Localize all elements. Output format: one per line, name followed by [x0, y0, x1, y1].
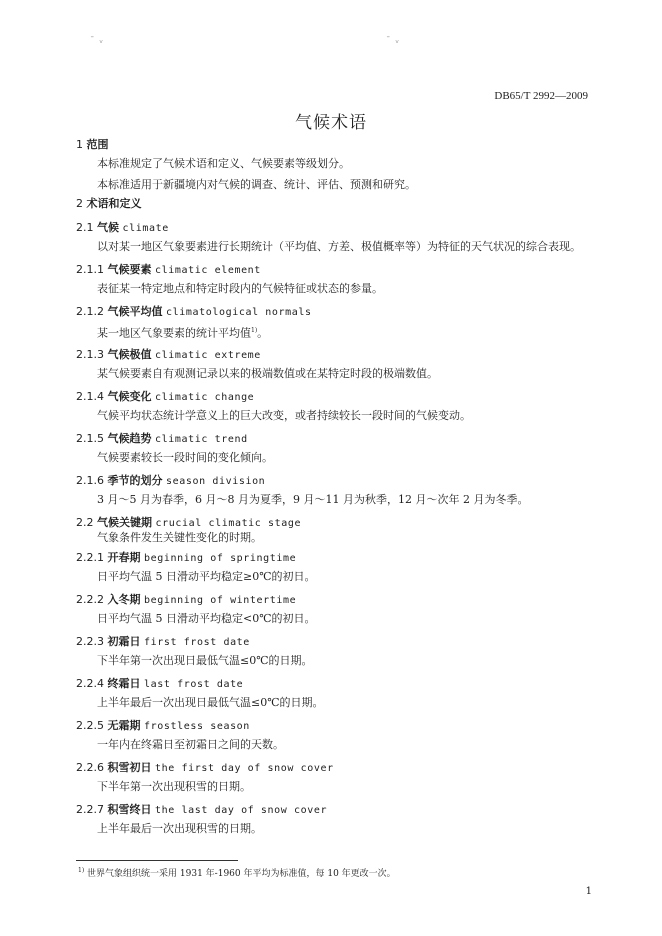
footnote-text: 世界气象组织统一采用 1931 年-1960 年平均为标准值，每 10 年更改一次。 [87, 869, 396, 879]
entry-definition [97, 178, 416, 192]
entry-term-chinese: 气候变化 [107, 390, 152, 403]
entry-term-english: beginning of wintertime [144, 595, 297, 606]
entry-number: 2.2.2 [76, 593, 104, 606]
entry-definition-text: 气象条件发生关键性变化的时期。 [97, 531, 262, 544]
entry-definition [97, 531, 262, 545]
entry-number: 1 [76, 138, 83, 151]
entry-definition-text: 上半年最后一次出现积雪的日期。 [97, 822, 262, 835]
entry-definition [97, 282, 383, 296]
entry-term-english: beginning of springtime [144, 553, 297, 564]
entry-number: 2 [76, 197, 83, 210]
entry-definition-text: 日平均气温 5 日滑动平均稳定≥0℃的初日。 [97, 570, 316, 583]
entry-heading [76, 390, 254, 405]
entry-term-english: climatic element [155, 265, 261, 276]
entry-definition-text: 3 月～5 月为春季，6 月～8 月为夏季，9 月～11 月为秋季，12 月～次年 2 月为冬季。 [97, 493, 529, 506]
entry-definition-text: 一年内在终霜日至初霜日之间的天数。 [97, 738, 284, 751]
entry-term-chinese: 术语和定义 [86, 197, 142, 210]
scan-mark-right: ˉ ᵥ [386, 36, 401, 46]
entry-term-chinese: 范围 [86, 138, 109, 151]
entry-definition-text: 本标准适用于新疆境内对气候的调查、统计、评估、预测和研究。 [97, 178, 416, 191]
entry-number: 2.1.2 [76, 305, 104, 318]
entry-heading [76, 803, 327, 818]
entry-number: 2.2.6 [76, 761, 104, 774]
entry-definition [97, 822, 262, 836]
scan-mark-left: ˉ ᵥ [90, 36, 105, 46]
footnote-divider [76, 860, 238, 861]
entry-definition-text: 下半年第一次出现积雪的日期。 [97, 780, 251, 793]
entry-term-english: climatic change [155, 392, 255, 403]
entry-heading [76, 761, 334, 776]
entry-definition [97, 240, 581, 254]
entry-term-english: climatic extreme [155, 350, 261, 361]
footnote [78, 866, 396, 879]
entry-term-chinese: 季节的划分 [107, 474, 163, 487]
entry-term-chinese: 积雪初日 [107, 761, 152, 774]
entry-term-chinese: 气候关键期 [97, 516, 152, 529]
entry-term-chinese: 气候极值 [107, 348, 152, 361]
footnote-marker: 1) [78, 867, 85, 874]
entry-term-chinese: 初霜日 [107, 635, 141, 648]
entry-number: 2.2.3 [76, 635, 104, 648]
entry-term-english: climate [122, 223, 169, 234]
entry-term-chinese: 入冬期 [107, 593, 141, 606]
entry-number: 2.1.6 [76, 474, 104, 487]
entry-definition [97, 654, 313, 668]
page-number: 1 [585, 886, 592, 897]
entry-term-english: climatological normals [166, 307, 312, 318]
entry-definition [97, 612, 316, 626]
entry-definition-tail: 。 [257, 326, 269, 340]
entry-term-english: the first day of snow cover [155, 763, 334, 774]
entry-definition-text: 气候平均状态统计学意义上的巨大改变，或者持续较长一段时间的气候变动。 [97, 409, 471, 422]
entry-heading [76, 221, 169, 236]
entry-heading [76, 474, 265, 489]
entry-term-english: climatic trend [155, 434, 248, 445]
entry-heading [76, 719, 250, 734]
entry-term-english: crucial climatic stage [155, 518, 302, 529]
entry-term-english: frostless season [144, 721, 250, 732]
footnote-reference: 1) [251, 327, 258, 334]
entry-heading [76, 263, 261, 278]
entry-definition-text: 上半年最后一次出现日最低气温≤0℃的日期。 [97, 696, 324, 709]
entry-definition [97, 696, 324, 710]
entry-heading [76, 138, 109, 152]
entry-term-chinese: 开春期 [107, 551, 141, 564]
entry-definition [97, 324, 268, 341]
entry-definition-text: 以对某一地区气象要素进行长期统计（平均值、方差、极值概率等）为特征的天气状况的综合表现。 [97, 240, 581, 253]
entry-number: 2.1.4 [76, 390, 104, 403]
entry-definition [97, 570, 316, 584]
entry-term-chinese: 终霜日 [107, 677, 141, 690]
entry-heading [76, 635, 250, 650]
entry-heading [76, 516, 301, 531]
entry-term-chinese: 无霜期 [107, 719, 141, 732]
entry-term-english: first frost date [144, 637, 250, 648]
entry-number: 2.2.5 [76, 719, 104, 732]
entry-number: 2.2.1 [76, 551, 104, 564]
entry-definition-text: 日平均气温 5 日滑动平均稳定<0℃的初日。 [97, 612, 316, 625]
entry-term-english: last frost date [144, 679, 244, 690]
entry-number: 2.1.5 [76, 432, 104, 445]
entry-definition-text: 气候要素较长一段时间的变化倾向。 [97, 451, 273, 464]
entry-term-chinese: 气候趋势 [107, 432, 152, 445]
entry-number: 2.1.1 [76, 263, 104, 276]
entry-definition-text: 下半年第一次出现日最低气温≤0℃的日期。 [97, 654, 313, 667]
entry-number: 2.2 [76, 516, 94, 529]
entry-definition-text: 某一地区气象要素的统计平均值 [97, 326, 251, 340]
entry-heading [76, 677, 243, 692]
document-number: DB65/T 2992—2009 [494, 90, 588, 102]
entry-number: 2.1.3 [76, 348, 104, 361]
entry-definition-text: 某气候要素自有观测记录以来的极端数值或在某特定时段的极端数值。 [97, 367, 438, 380]
entry-definition [97, 367, 438, 381]
entry-heading [76, 593, 296, 608]
entry-definition [97, 451, 273, 465]
entry-term-chinese: 积雪终日 [107, 803, 152, 816]
entry-definition-text: 表征某一特定地点和特定时段内的气候特征或状态的参量。 [97, 282, 383, 295]
entry-definition [97, 409, 471, 423]
entry-number: 2.1 [76, 221, 94, 234]
page-title: 气候术语 [295, 113, 367, 133]
entry-definition [97, 780, 251, 794]
entry-term-chinese: 气候要素 [107, 263, 152, 276]
entry-number: 2.2.4 [76, 677, 104, 690]
entry-term-chinese: 气候平均值 [107, 305, 163, 318]
entry-term-english: the last day of snow cover [155, 805, 328, 816]
entry-definition [97, 738, 284, 752]
entry-term-chinese: 气候 [97, 221, 119, 234]
entry-definition [97, 493, 528, 507]
entry-definition [97, 157, 350, 171]
entry-heading [76, 432, 248, 447]
entry-heading [76, 551, 296, 566]
entry-heading [76, 197, 142, 211]
entry-term-english: season division [166, 476, 266, 487]
entry-heading [76, 348, 261, 363]
entry-heading [76, 305, 312, 320]
entry-number: 2.2.7 [76, 803, 104, 816]
entry-definition-text: 本标准规定了气候术语和定义、气候要素等级划分。 [97, 157, 350, 170]
